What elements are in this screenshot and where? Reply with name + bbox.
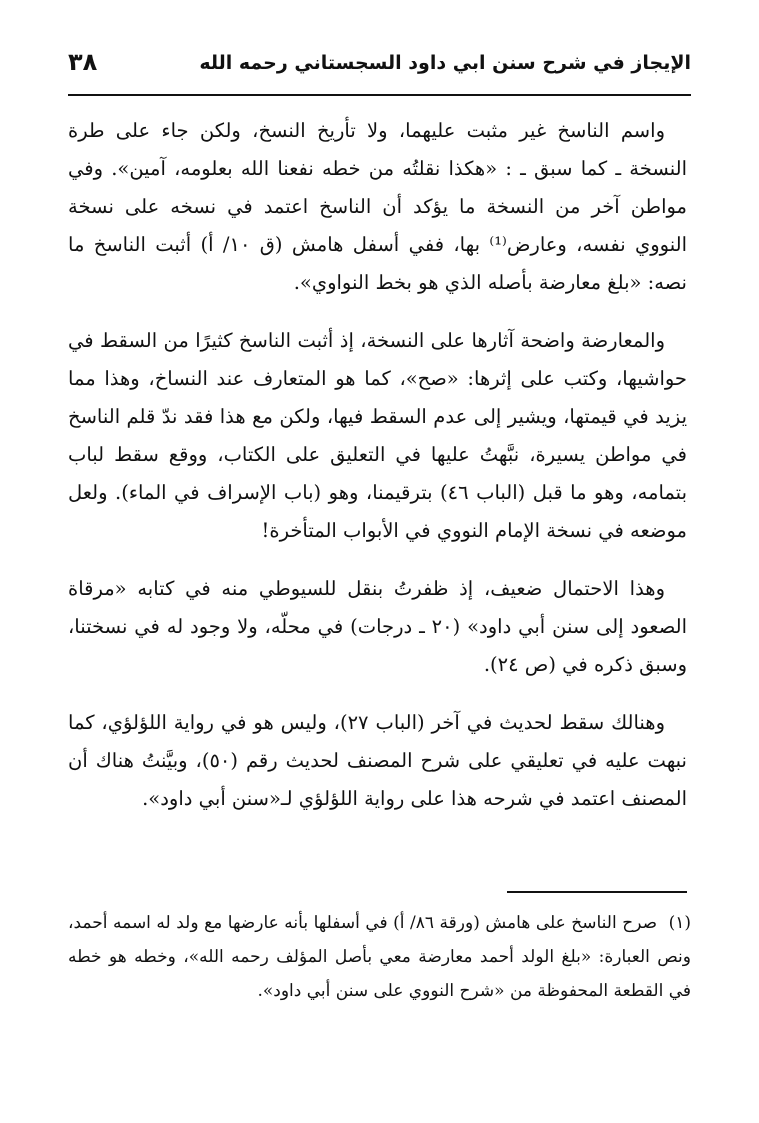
- running-header: [68, 48, 691, 96]
- main-text: [68, 112, 687, 838]
- footnote-mark: (١): [668, 913, 691, 933]
- paragraph-2: والمعارضة واضحة آثارها على النسخة، إذ أثبت الناسخ كثيرًا من السقط في حواشيها، وكتب على إثرها: «صح»، كما هو المتعارف عند النساخ، وهذا مما يزيد في قيمتها، ويشير إلى عدم السقط فيها، ولكن مع هذا فقد ندّ قلم الناسخ في مواطن يسيرة، نبَّهتُ عليها في التعليق على الكتاب، ووقع سقط لباب بتمامه، وهو ما قبل (الباب ٤٦) بترقيمنا، وهو (باب الإسراف في الماء). ولعل موضعه في نسخة الإمام النووي في الأبواب المتأخرة!: [68, 329, 687, 542]
- paragraph-3: وهذا الاحتمال ضعيف، إذ ظفرتُ بنقل للسيوطي منه في كتابه «مرقاة الصعود إلى سنن أبي داود» (٢٠ ـ درجات) في محلّه، ولا وجود له في نسختنا، وسبق ذكره في (ص ٢٤).: [68, 577, 687, 676]
- footnote-text: صرح الناسخ على هامش (ورقة ٨٦/ أ) في أسفلها بأنه عارضها مع ولد له اسمه أحمد، ونص العبارة: «بلغ الولد أحمد معارضة معي بأصل المؤلف رحمه الله»، وخطه هو خطه في القطعة المحفوظة من «شرح النووي على سنن أبي داود».: [68, 913, 691, 1001]
- page-number: ٣٨: [68, 48, 98, 76]
- footnote-1: [68, 906, 691, 1008]
- running-title: الإيجاز في شرح سنن ابي داود السجستاني رحمه الله: [199, 52, 691, 74]
- footnote-separator: [507, 891, 687, 893]
- footnotes: [68, 906, 691, 1008]
- paragraph-1: واسم الناسخ غير مثبت عليهما، ولا تأريخ النسخ، ولكن جاء على طرة النسخة ـ كما سبق ـ : «هكذا نقلتُه من خطه نفعنا الله بعلومه، آمين». وفي مواطن آخر من النسخة ما يؤكد أن الناسخ اعتمد في نسخه على نسخة النووي نفسه، وعارض⁽¹⁾ بها، ففي أسفل هامش (ق ١٠/ أ) أثبت الناسخ ما نصه: «بلغ معارضة بأصله الذي هو بخط النواوي».: [68, 119, 687, 294]
- paragraph-4: وهنالك سقط لحديث في آخر (الباب ٢٧)، وليس هو في رواية اللؤلؤي، كما نبهت عليه في تعليقي على شرح المصنف لحديث رقم (٥٠)، وبيَّنتُ هناك أن المصنف اعتمد في شرحه هذا على رواية اللؤلؤي لـ«سنن أبي داود».: [68, 711, 687, 810]
